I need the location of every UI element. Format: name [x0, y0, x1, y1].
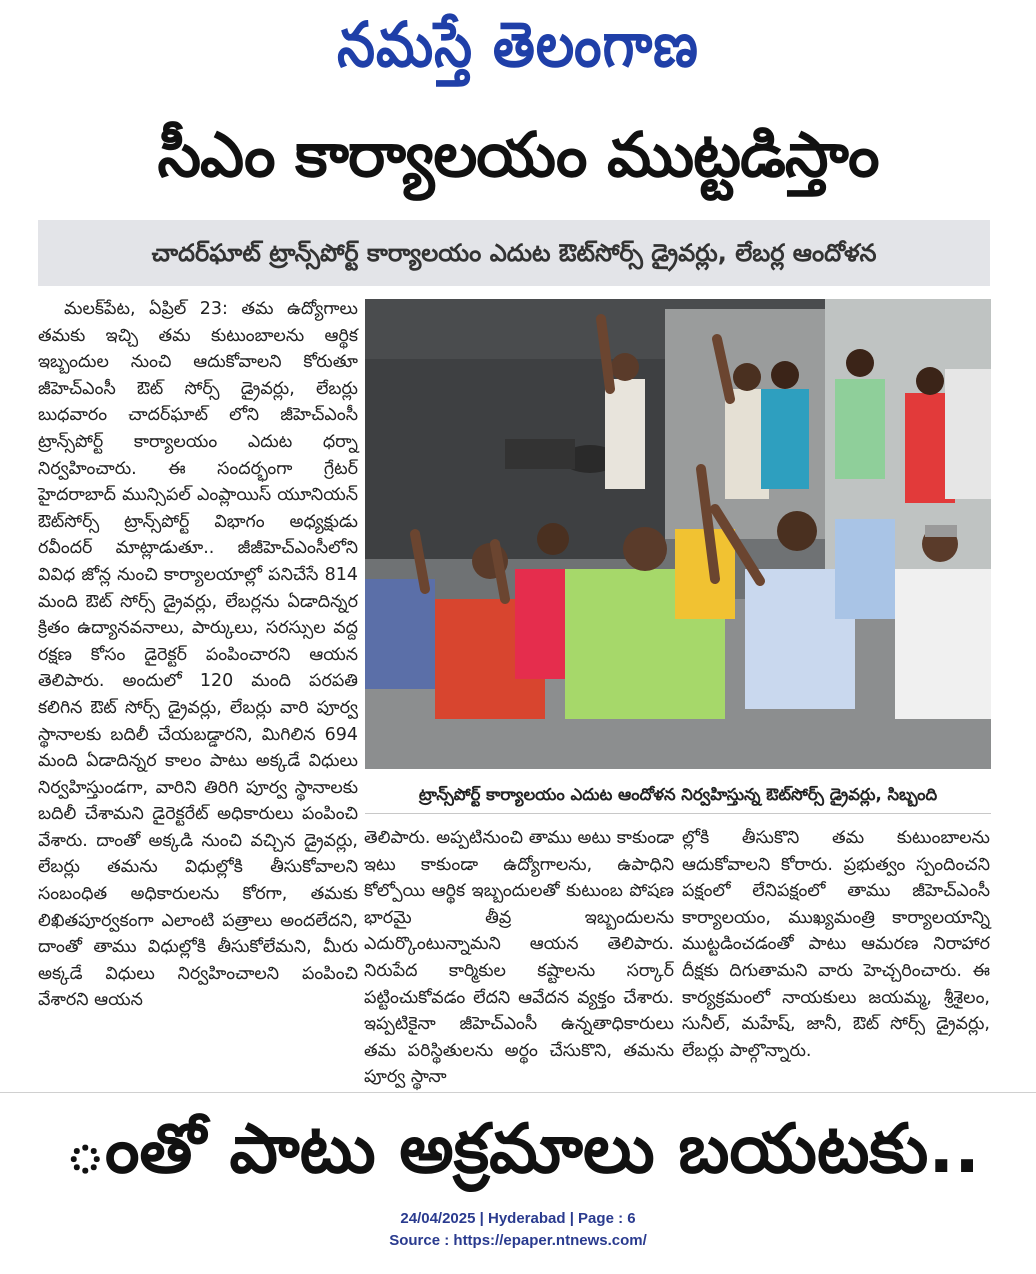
article-column-3	[682, 825, 990, 1075]
photo-caption: ట్రాన్స్‌పోర్ట్ కార్యాలయం ఎదుట ఆందోళన నిర్వహిస్తున్న ఔట్‌సోర్స్ డ్రైవర్లు, సిబ్బంది	[365, 776, 991, 814]
article-body-text-2: తెలిపారు. అప్పటినుంచి తాము అటు కాకుండా ఇటు కాకుండా ఉద్యోగాలను, ఉపాధిని కోల్పోయి ఆర్థిక ఇబ్బందులతో కుటుంబ పోషణ భారమై తీవ్ర ఇబ్బందులను ఎదుర్కొంటున్నామని ఆయన తెలిపారు. నిరుపేద కార్మికుల కష్టాలను సర్కార్ పట్టించుకోవడం లేదని ఆవేదన వ్యక్తం చేశారు. ఇప్పటికైనా జీహెచ్‌ఎంసీ ఉన్నతాధికారులు తమ పరిస్థితులను అర్థం చేసుకొని, తమను పూర్వ స్థానా	[364, 828, 674, 1088]
footer-date-edition: 24/04/2025 | Hyderabad | Page : 6	[400, 1210, 636, 1227]
article-body-text-3: ల్లోకి తీసుకొని తమ కుటుంబాలను ఆదుకోవాలని కోరారు. ప్రభుత్వం స్పందించని పక్షంలో లేనిపక్షంలో తాము జీహెచ్‌ఎంసీ కార్యాలయం, ముఖ్యమంత్రి కార్యాలయాన్ని ముట్టడించడంతో పాటు ఆమరణ నిరాహార దీక్షకు దిగుతామని వారు హెచ్చరించారు. ఈ కార్యక్రమంలో నాయకులు జయమ్మ, శ్రీశైలం, సునీల్, మహేష్, జానీ, ఔట్ సోర్స్ డ్రైవర్లు, లేబర్లు పాల్గొన్నారు.	[682, 828, 990, 1061]
article-column-2	[364, 825, 674, 1088]
protest-photo-illustration	[365, 299, 991, 769]
news-photo	[365, 299, 991, 769]
article-headline: సీఎం కార్యాలయం ముట్టడిస్తాం	[157, 118, 879, 191]
masthead-title: నమస్తే తెలంగాణ	[337, 7, 699, 81]
masthead-logo	[0, 4, 1036, 84]
next-article-headline: ంతో పాటు అక్రమాలు బయటకు..	[65, 1110, 980, 1189]
article-column-1	[38, 296, 358, 1076]
divider-line	[0, 1092, 1036, 1093]
article-subheadline: చాదర్‌ఘాట్ ట్రాన్స్‌పోర్ట్ కార్యాలయం ఎదుట ఔట్‌సోర్స్ డ్రైవర్లు, లేబర్ల ఆందోళన	[38, 220, 990, 286]
article-body-text-1: మలక్‌పేట, ఏప్రిల్ 23: తమ ఉద్యోగాలు తమకు ఇచ్చి తమ కుటుంబాలను ఆర్థిక ఇబ్బందుల నుంచి ఆదుకోవాలని కోరుతూ జీహెచ్‌ఎంసీ ఔట్ సోర్స్ డ్రైవర్లు, లేబర్లు బుధవారం చాదర్‌ఘాట్ లోని జీహెచ్‌ఎంసీ ట్రాన్స్‌పోర్ట్ కార్యాలయం ఎదుట ధర్నా నిర్వహించారు. ఈ సందర్భంగా గ్రేటర్ హైదరాబాద్ మున్సిపల్ ఎంప్లాయిస్ యూనియన్ ఔట్‌సోర్స్ ట్రాన్స్‌పోర్ట్ విభాగం అధ్యక్షుడు రవీందర్ మాట్లాడుతూ.. జీజీహెచ్‌ఎంసీలోని వివిధ జోన్ల నుంచి కార్యాలయాల్లో పనిచేసే 814 మంది ఔట్ సోర్స్ డ్రైవర్లు, లేబర్లను ఏడాదిన్నర క్రితం ఉద్యానవనాలు, పార్కులు, సరస్సుల వద్ద రక్షణ కోసం డైరెక్టర్ పంపించారని ఆయన తెలిపారు. అందులో 120 మంది పరపతి కలిగిన ఔట్ సోర్స్ డ్రైవర్లు, లేబర్లు వారి పూర్వ స్థానాలకు బదిలీ చేయబడ్డారని, మిగిలిన 694 మంది ఏడాదిన్నర కాలం పాటు అక్కడే విధులు నిర్వహిస్తుండగా, వారిని తిరిగి పూర్వ స్థానాలకు బదిలీ చేశామని డైరెక్టరేట్ అధికారులు పంపించి వేశారు. దాంతో అక్కడి నుంచి వచ్చిన డ్రైవర్లు, లేబర్లు తమను విధుల్లోకి తీసుకోవాలని సంబంధిత అధికారులను కోరగా, తమకు లిఖితపూర్వకంగా ఎలాంటి పత్రాలు అందలేదని, దాంతో తాము విధుల్లోకి తీసుకోలేమని, మీరు అక్కడే విధులు నిర్వహించాలని పంపించి వేశారని ఆయన	[38, 299, 358, 1011]
page-footer	[0, 1208, 1036, 1252]
footer-source-link[interactable]: Source : https://epaper.ntnews.com/	[389, 1232, 647, 1249]
